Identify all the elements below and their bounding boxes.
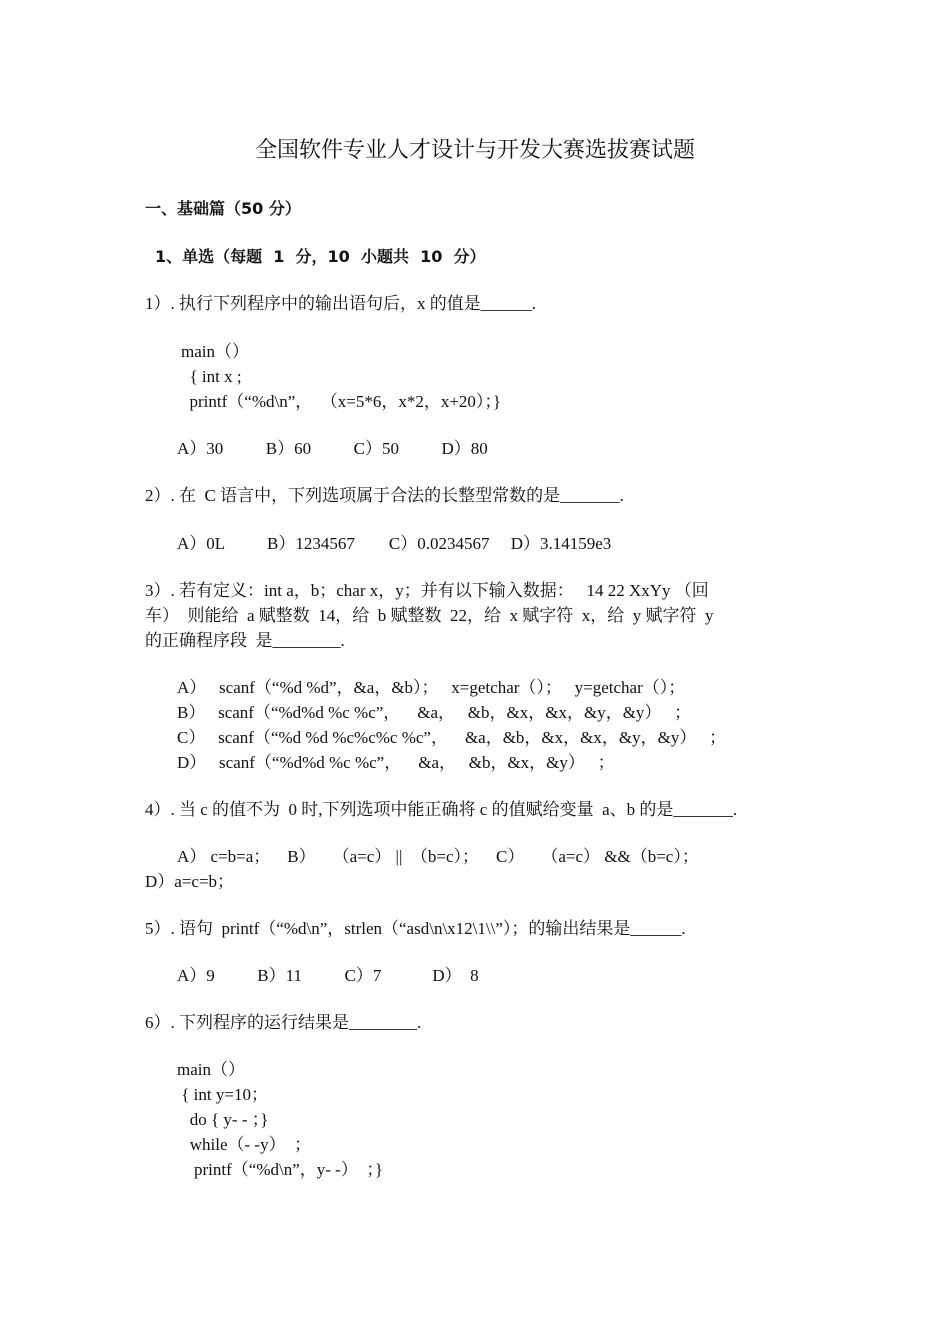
question-2-options: A）0L B）1234567 C）0.0234567 D）3.14159e3 (177, 534, 612, 553)
question-3-option: B） scanf（“%d%d %c %c”， &a， &b，&x，&x，&y，&y） ； (177, 703, 692, 722)
question-3-option: A） scanf（“%d %d”，&a，&b）； x=getchar（）； y=getchar（）； (177, 678, 686, 697)
subsection-heading: 1、单选（每题 1 分，10 小题共 10 分） (155, 247, 486, 266)
question-2-stem: 2）. 在 C 语言中，下列选项属于合法的长整型常数的是_______. (145, 486, 624, 505)
question-5-options: A）9 B）11 C）7 D） 8 (177, 966, 479, 985)
question-6-code-line: printf（“%d\n”，y- -） ；} (177, 1160, 383, 1179)
question-6-code-line: { int y=10； (177, 1085, 268, 1104)
question-4-options: A） c=b=a； B） （a=c） || （b=c）； C） （a=c） &&（b=c）； (177, 847, 699, 866)
question-6-stem: 6）. 下列程序的运行结果是________. (145, 1013, 422, 1032)
question-6-code-line: while（- -y） ； (177, 1135, 312, 1154)
question-1-stem: 1）. 执行下列程序中的输出语句后，x 的值是______. (145, 294, 536, 313)
question-3-stem-line: 的正确程序段 是________. (145, 631, 345, 650)
question-4-stem: 4）. 当 c 的值不为 0 时,下列选项中能正确将 c 的值赋给变量 a、b 的是_______. (145, 800, 738, 819)
question-1-options: A）30 B）60 C）50 D）80 (177, 439, 488, 458)
question-1-code-line: main（） (181, 342, 249, 361)
page-title: 全国软件专业人才设计与开发大赛选拔赛试题 (254, 138, 695, 163)
question-3-stem-line: 车） 则能给 a 赋整数 14，给 b 赋整数 22，给 x 赋字符 x，给 y 赋字符 y (145, 606, 714, 625)
question-3-stem-line: 3）. 若有定义：int a，b；char x，y；并有以下输入数据： 14 22 XxYy （回 (145, 581, 709, 600)
question-6-code-line: main（） (177, 1060, 245, 1079)
question-3-option: C） scanf（“%d %d %c%c%c %c”， &a，&b，&x，&x，&y，&y） ； (177, 728, 727, 747)
question-4-options: D）a=c=b； (145, 872, 235, 891)
question-1-code-line: { int x ; (181, 367, 242, 386)
question-1-code-line: printf（“%d\n”， （x=5*6，x*2，x+20）；} (181, 392, 502, 411)
question-5-stem: 5）. 语句 printf（“%d\n”，strlen（“asd\n\x12\1\\”）；的输出结果是______. (145, 919, 686, 938)
question-3-option: D） scanf（“%d%d %c %c”， &a， &b，&x，&y） ； (177, 753, 615, 772)
section-heading: 一、基础篇（50 分） (145, 199, 301, 218)
question-6-code-line: do { y- - ；} (177, 1110, 269, 1129)
